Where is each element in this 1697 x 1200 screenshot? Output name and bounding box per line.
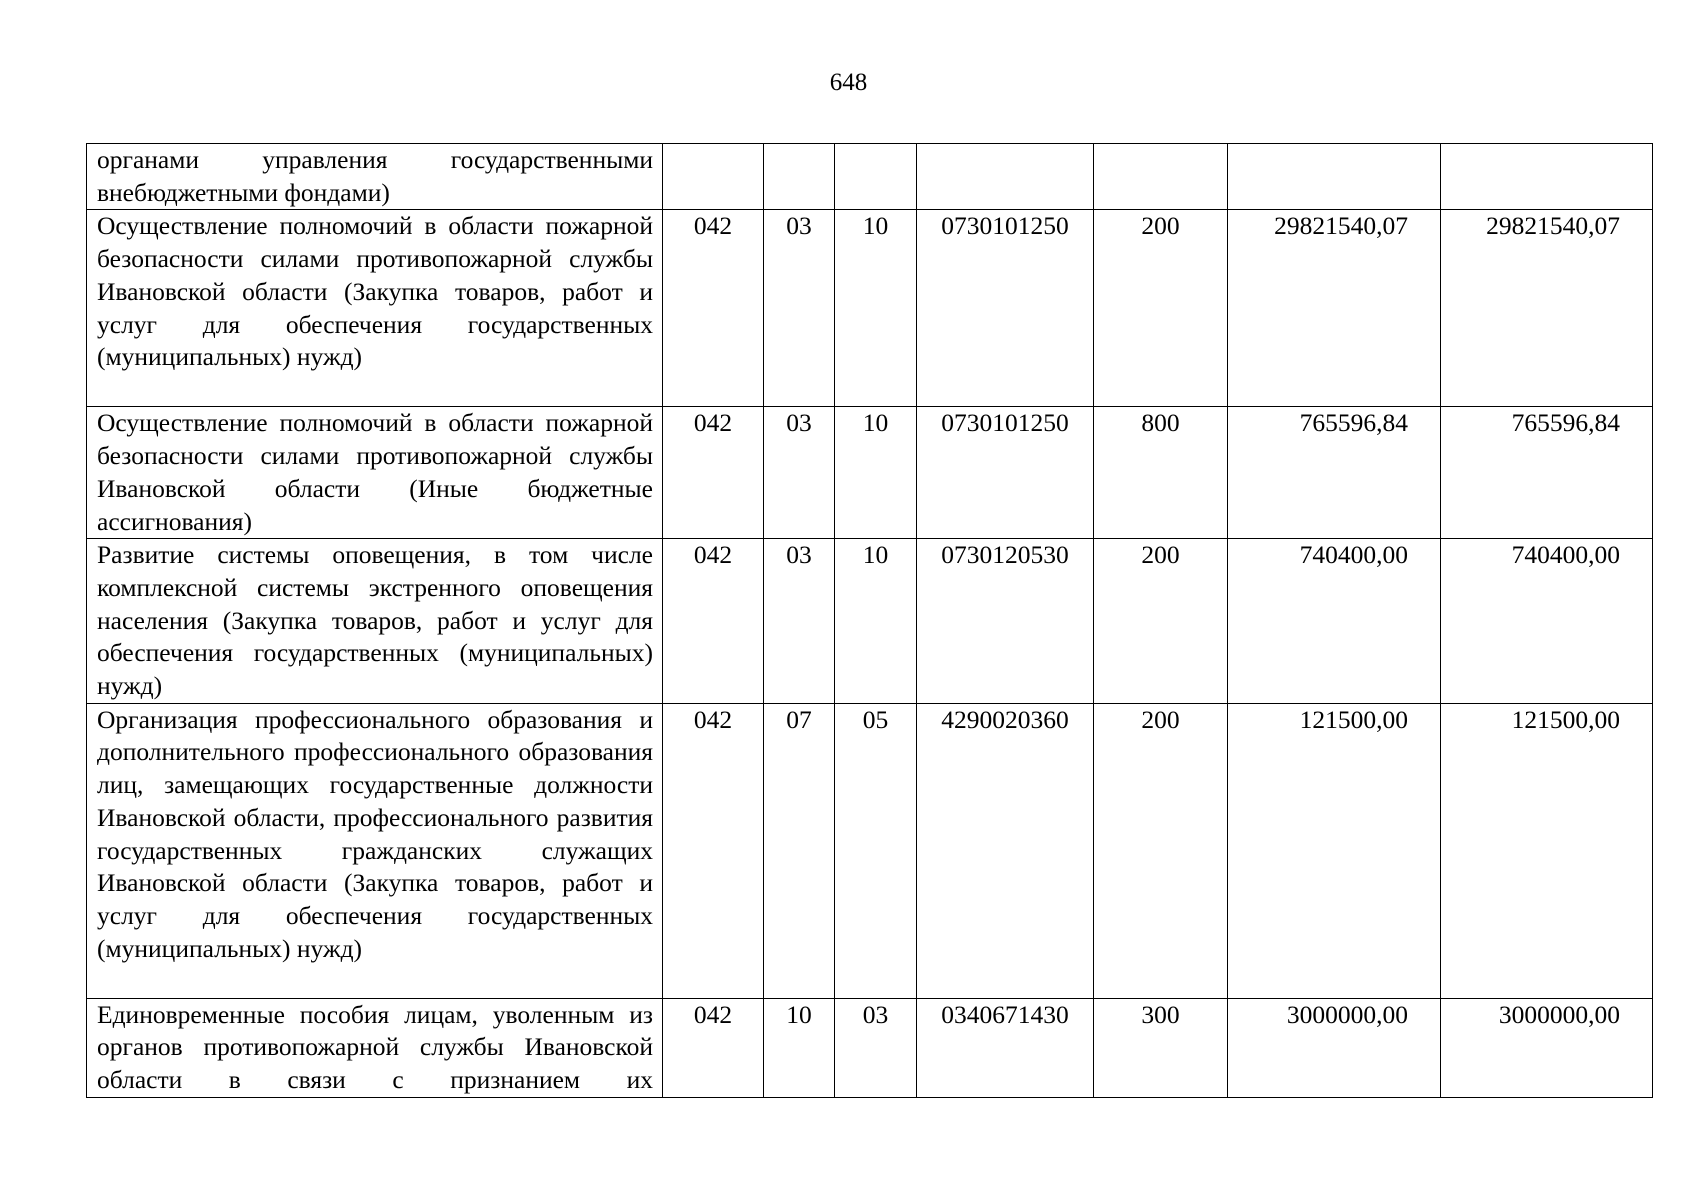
target-article-code: 4290020360: [917, 703, 1094, 998]
row-description: Развитие системы оповещения, в том числе комплексной системы экстренного оповещения населения (Закупка товаров, работ и услуг для обеспечения государственных (муниципальных) нужд): [87, 539, 663, 704]
budget-table: [86, 143, 1653, 1098]
table-row: [87, 407, 1653, 539]
section-code: 10: [764, 998, 835, 1097]
amount-year-2: 121500,00: [1441, 703, 1653, 998]
page-number: 648: [829, 69, 868, 96]
ministry-code: 042: [663, 703, 764, 998]
expense-type-code: 200: [1094, 210, 1228, 407]
ministry-code: 042: [663, 210, 764, 407]
ministry-code: 042: [663, 407, 764, 539]
section-code: [764, 144, 835, 210]
table-row: [87, 144, 1653, 210]
subsection-code: 10: [835, 539, 917, 704]
expense-type-code: 800: [1094, 407, 1228, 539]
amount-year-1: 29821540,07: [1228, 210, 1441, 407]
row-description: органами управления государственными внебюджетными фондами): [87, 144, 663, 210]
expense-type-code: 300: [1094, 998, 1228, 1097]
subsection-code: [835, 144, 917, 210]
target-article-code: 0730101250: [917, 407, 1094, 539]
amount-year-1: 121500,00: [1228, 703, 1441, 998]
expense-type-code: 200: [1094, 539, 1228, 704]
amount-year-2: [1441, 144, 1653, 210]
subsection-code: 03: [835, 998, 917, 1097]
ministry-code: [663, 144, 764, 210]
amount-year-1: 765596,84: [1228, 407, 1441, 539]
amount-year-2: 29821540,07: [1441, 210, 1653, 407]
amount-year-1: 3000000,00: [1228, 998, 1441, 1097]
table-row: [87, 210, 1653, 407]
amount-year-1: 740400,00: [1228, 539, 1441, 704]
row-description: Осуществление полномочий в области пожарной безопасности силами противопожарной службы Ивановской области (Закупка товаров, работ и услуг для обеспечения государственных (муниципальных) нужд): [87, 210, 663, 407]
target-article-code: 0730120530: [917, 539, 1094, 704]
row-description: Организация профессионального образования и дополнительного профессионального образования лиц, замещающих государственные должности Ивановской области, профессионального развития государственных гражданских служащих Ивановской области (Закупка товаров, работ и услуг для обеспечения государственных (муниципальных) нужд): [87, 703, 663, 998]
amount-year-1: [1228, 144, 1441, 210]
ministry-code: 042: [663, 539, 764, 704]
target-article-code: 0340671430: [917, 998, 1094, 1097]
row-description: Единовременные пособия лицам, уволенным из органов противопожарной службы Ивановской области в связи с признанием их: [87, 998, 663, 1097]
expense-type-code: 200: [1094, 703, 1228, 998]
target-article-code: 0730101250: [917, 210, 1094, 407]
table-row: [87, 703, 1653, 998]
section-code: 07: [764, 703, 835, 998]
amount-year-2: 765596,84: [1441, 407, 1653, 539]
expense-type-code: [1094, 144, 1228, 210]
row-description: Осуществление полномочий в области пожарной безопасности силами противопожарной службы Ивановской области (Иные бюджетные ассигнования): [87, 407, 663, 539]
section-code: 03: [764, 407, 835, 539]
table-row: [87, 539, 1653, 704]
subsection-code: 10: [835, 210, 917, 407]
amount-year-2: 3000000,00: [1441, 998, 1653, 1097]
target-article-code: [917, 144, 1094, 210]
section-code: 03: [764, 210, 835, 407]
section-code: 03: [764, 539, 835, 704]
subsection-code: 05: [835, 703, 917, 998]
table-row: [87, 998, 1653, 1097]
ministry-code: 042: [663, 998, 764, 1097]
subsection-code: 10: [835, 407, 917, 539]
amount-year-2: 740400,00: [1441, 539, 1653, 704]
